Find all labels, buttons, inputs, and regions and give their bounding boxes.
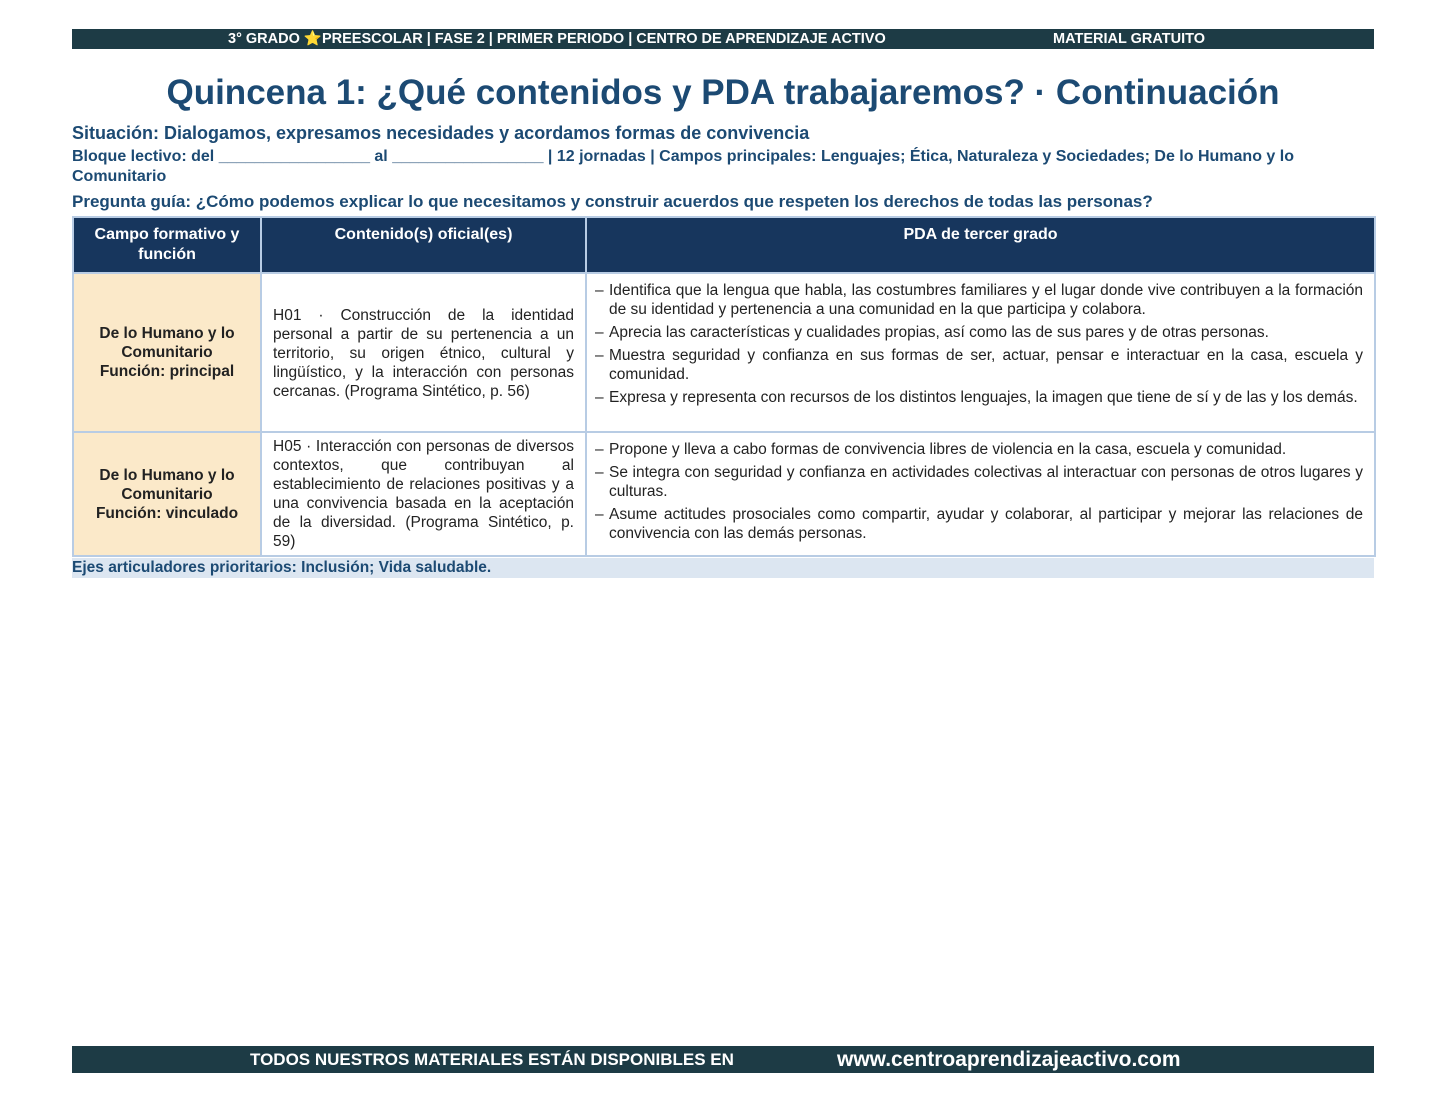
list-item [595, 281, 1363, 319]
pda-text: Se integra con seguridad y confianza en actividades colectivas al interactuar con personas de otros lugares y culturas. [609, 464, 1363, 500]
contenido-text: H01 · Construcción de la identidad personal a partir de su pertenencia a un territorio, su origen étnico, cultural y lingüístico, y la interacción con personas cercanas. (Programa Sintético, p. 56) [273, 307, 574, 400]
guiding-question: Pregunta guía: ¿Cómo podemos explicar lo que necesitamos y construir acuerdos que respeten los derechos de todas las personas? [72, 192, 1153, 211]
footer-text: TODOS NUESTROS MATERIALES ESTÁN DISPONIBLES EN [250, 1050, 734, 1069]
dash-icon: – [595, 389, 604, 406]
situation-line: Situación: Dialogamos, expresamos necesidades y acordamos formas de convivencia [72, 123, 810, 143]
pda-list [595, 281, 1363, 407]
top-banner [72, 29, 1374, 49]
pda-text: Aprecia las características y cualidades propias, así como las de sus pares y de otras personas. [609, 324, 1269, 341]
axes-footer-line: Ejes articuladores prioritarios: Inclusión; Vida saludable. [72, 558, 1374, 578]
contenido-cell [261, 432, 586, 556]
top-banner-info [228, 29, 886, 49]
star-icon: ⭐ [303, 31, 322, 47]
contents-table [72, 216, 1376, 557]
column-header-pda: PDA de tercer grado [586, 217, 1375, 273]
list-item [595, 346, 1363, 384]
footer-banner [72, 1046, 1374, 1073]
contenido-cell [261, 273, 586, 432]
dash-icon: – [595, 324, 604, 341]
dash-icon: – [595, 464, 604, 481]
free-material-label: MATERIAL GRATUITO [1053, 31, 1205, 47]
pda-cell [586, 273, 1375, 432]
column-header-campo: Campo formativo y función [73, 217, 261, 273]
campo-cell [73, 432, 261, 556]
pda-text: Asume actitudes prosociales como compartir, ayudar y colaborar, al participar y mejorar las relaciones de convivencia con las demás personas. [609, 506, 1363, 542]
campo-cell [73, 273, 261, 432]
pda-text: Propone y lleva a cabo formas de convivencia libres de violencia en la casa, escuela y comunidad. [609, 441, 1287, 458]
page-title: Quincena 1: ¿Qué contenidos y PDA trabajaremos? · Continuación [166, 73, 1280, 112]
table-row [73, 273, 1375, 432]
list-item [595, 505, 1363, 543]
pda-list [595, 440, 1363, 543]
grade-label: 3° GRADO [228, 31, 304, 47]
contenido-text: H05 · Interacción con personas de diversos contextos, que contribuyan al establecimiento de relaciones positivas y a una convivencia basada en la aceptación de la diversidad. (Programa Sintético, p. 59) [273, 438, 574, 550]
pda-text: Expresa y representa con recursos de los distintos lenguajes, la imagen que tiene de sí y de las y los demás. [609, 389, 1358, 406]
block-line: Bloque lectivo: del _________________ al _________________ | 12 jornadas | Campos principales: Lenguajes; Ética, Naturaleza y Sociedades; De lo Humano y lo Comunitario [72, 148, 1294, 185]
website-link[interactable]: www.centroaprendizajeactivo.com [837, 1048, 1181, 1071]
campo-name: De lo Humano y lo Comunitario [99, 466, 235, 503]
pda-text: Identifica que la lengua que habla, las costumbres familiares y el lugar donde vive contribuyen a la formación de su identidad y pertenencia a una comunidad en la que participa y colabora. [609, 282, 1363, 318]
dash-icon: – [595, 347, 604, 364]
dash-icon: – [595, 441, 604, 458]
dash-icon: – [595, 282, 604, 299]
pda-cell [586, 432, 1375, 556]
column-header-contenido: Contenido(s) oficial(es) [261, 217, 586, 273]
list-item [595, 388, 1363, 407]
table-row [73, 432, 1375, 556]
dash-icon: – [595, 506, 604, 523]
list-item [595, 323, 1363, 342]
list-item [595, 463, 1363, 501]
campo-function: Función: vinculado [95, 504, 239, 522]
list-item [595, 440, 1363, 459]
campo-function: Función: principal [99, 363, 235, 380]
table-header-row [73, 217, 1375, 273]
campo-name: De lo Humano y lo Comunitario [99, 325, 235, 361]
phase-label: PREESCOLAR | FASE 2 | PRIMER PERIODO | CENTRO DE APRENDIZAJE ACTIVO [321, 31, 886, 47]
pda-text: Muestra seguridad y confianza en sus formas de ser, actuar, pensar e interactuar en la casa, escuela y comunidad. [609, 347, 1363, 383]
